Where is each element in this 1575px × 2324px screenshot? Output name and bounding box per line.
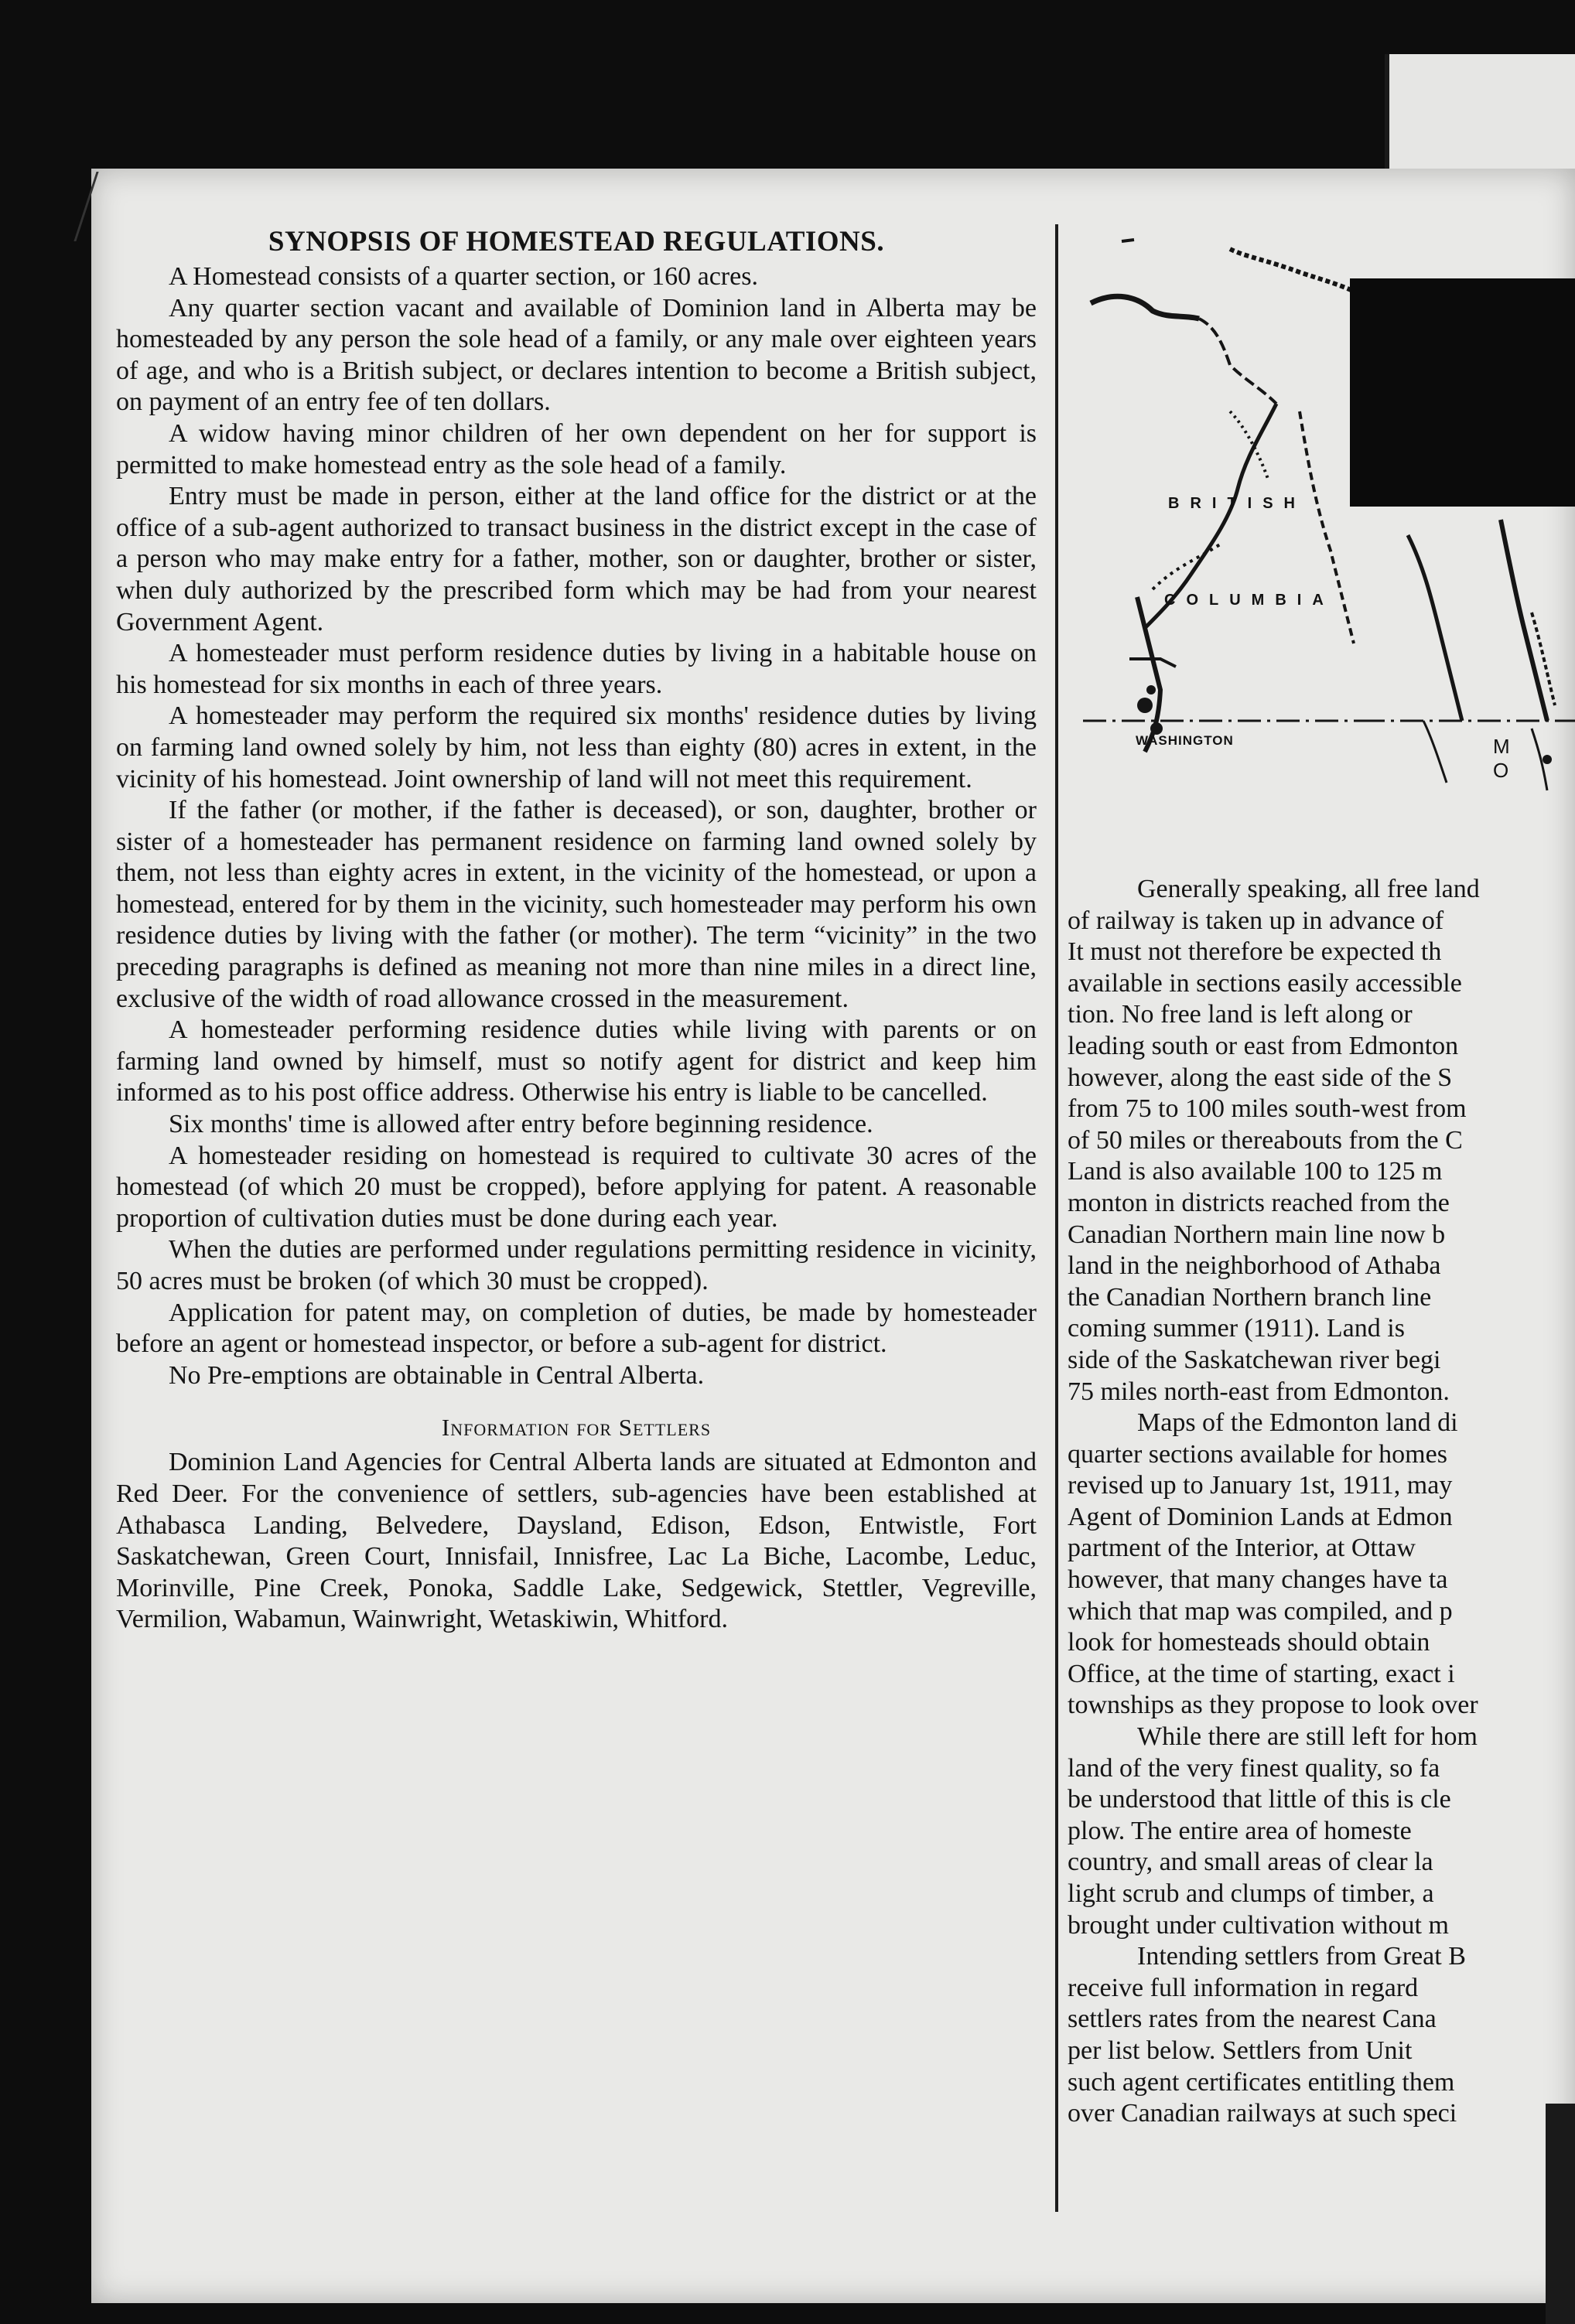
text-line: Canadian Northern main line now b [1068,1220,1446,1249]
regulations-column [116,226,1037,1636]
text-line: 75 miles north-east from Edmonton. [1068,1377,1450,1406]
right-text-lines [1068,874,1575,2130]
section-heading: Information for Settlers [441,1414,712,1442]
text-line: revised up to January 1st, 1911, may [1068,1471,1453,1500]
text-line: Generally speaking, all free land [1137,875,1480,903]
text-line: which that map was compiled, and p [1068,1596,1453,1626]
paragraph: A homesteader must perform residence duties by living in a habitable house on his homestead for six months in each of three years. [116,639,1037,699]
text-line: land of the very finest quality, so fa [1068,1753,1440,1783]
paragraph: Entry must be made in person, either at the land office for the district or at the office of a sub-agent authorized to transact business in the district except in the case of a person who may make entry for a father, mother, son or daughter, brother or sister, when duly authorized by the prescribed form which may be had from your nearest Government Agent. [116,482,1037,636]
text-line: of 50 miles or thereabouts from the C [1068,1125,1463,1155]
paragraph: A homesteader may perform the required six months' residence duties by living on farming land owned solely by him, not less than eighty (80) acres in extent, in the vicinity of his homestead. Joint ownership of land will not meet this requirement. [116,701,1037,793]
text-line: It must not therefore be expected th [1068,937,1442,967]
text-line: Agent of Dominion Lands at Edmon [1068,1502,1453,1531]
text-line: however, along the east side of the S [1068,1063,1453,1092]
paragraph: A homesteader performing residence duties while living with parents or on farming land owned by himself, must so notify agent for district and keep him informed as to his post office address. Otherwise his entry is liable to be cancelled. [116,1015,1037,1107]
text-line: such agent certificates entitling them [1068,2067,1455,2097]
map-label-washington: WASHINGTON [1136,733,1234,748]
paragraph: No Pre-emptions are obtainable in Central Alberta. [169,1360,705,1390]
text-line: the Canadian Northern branch line [1068,1282,1432,1312]
column-divider [1055,224,1058,2212]
text-line: townships as they propose to look over [1068,1691,1478,1720]
text-line: side of the Saskatchewan river begi [1068,1345,1441,1374]
text-line: light scrub and clumps of timber, a [1068,1879,1434,1908]
text-line: tion. No free land is left along or [1068,1000,1413,1029]
text-line: coming summer (1911). Land is [1068,1314,1405,1343]
adjacent-page-edge [1385,54,1575,170]
text-line: quarter sections available for homes [1068,1439,1447,1469]
text-line: Maps of the Edmonton land di [1137,1408,1458,1438]
paragraph: When the duties are performed under regulations permitting residence in vicinity, 50 acres must be broken (of which 30 must be cropped). [116,1235,1037,1295]
text-line: leading south or east from Edmonton [1068,1031,1459,1060]
redaction-block [1350,278,1575,507]
text-line: receive full information in regard [1068,1973,1419,2002]
settlement-column [1068,874,1575,2220]
map-label-columbia: COLUMBIA [1164,592,1334,609]
paragraph: Six months' time is allowed after entry before beginning residence. [169,1110,873,1139]
text-line: country, and small areas of clear la [1068,1848,1433,1877]
text-line: however, that many changes have ta [1068,1565,1448,1595]
text-line: available in sections easily accessible [1068,968,1462,998]
text-line: land in the neighborhood of Athaba [1068,1251,1441,1281]
map-label-british: BRITISH [1168,495,1306,512]
page-edge-shadow [1546,2104,1575,2324]
text-line: monton in districts reached from the [1068,1188,1450,1217]
page-title: SYNOPSIS OF HOMESTEAD REGULATIONS. [268,226,885,258]
text-line: be understood that little of this is cle [1068,1785,1451,1814]
text-line: from 75 to 100 miles south-west from [1068,1094,1467,1124]
text-line: partment of the Interior, at Ottaw [1068,1534,1416,1563]
text-line: plow. The entire area of homeste [1068,1816,1412,1845]
paragraph: A Homestead consists of a quarter section, or 160 acres. [169,262,758,291]
paragraph: Any quarter section vacant and available of Dominion land in Alberta may be homesteaded by any person the sole head of a family, or any male over eighteen years of age, and who is a British subject, or declares intention to become a British subject, on payment of an entry fee of ten dollars. [116,293,1037,417]
paragraph: A homesteader residing on homestead is required to cultivate 30 acres of the homestead (of which 20 must be cropped), before applying for patent. A reasonable proportion of cultivation duties must be done during each year. [116,1141,1037,1233]
text-line: of railway is taken up in advance of [1068,906,1444,935]
text-line: Land is also available 100 to 125 m [1068,1157,1443,1186]
text-line: Office, at the time of starting, exact i [1068,1659,1455,1688]
paragraph: Dominion Land Agencies for Central Alberta lands are situated at Edmonton and Red Deer. For the convenience of settlers, sub-agencies have been established at Athabasca Landing, Belvedere, Daysland, Edison, Edson, Entwistle, Fort Saskatchewan, Green Court, Innisfail, Innisfree, Lac La Biche, Lacombe, Leduc, Morinville, Pine Creek, Ponoka, Saddle Lake, Sedgewick, Stettler, Vegreville, Vermilion, Wabamun, Wainwright, Wetaskiwin, Whitford. [116,1448,1037,1634]
text-line: over Canadian railways at such speci [1068,2099,1457,2128]
map-label-mo: M O [1493,735,1532,782]
paragraph: A widow having minor children of her own dependent on her for support is permitted to make homestead entry as the sole head of a family. [116,418,1037,479]
paragraph: If the father (or mother, if the father is deceased), or son, daughter, brother or sister of a homesteader has permanent residence on farming land owned solely by them, not less than eighty acres in extent, in the vicinity of the homestead, or upon a homestead, entered for by them in the vicinity, such homesteader may perform his own residence duties by living with the father (or mother). The term “vicinity” in the two preceding paragraphs is defined as meaning not more than nine miles in a direct line, exclusive of the width of road allowance crossed in the measurement. [116,796,1037,1013]
text-line: settlers rates from the nearest Cana [1068,2005,1437,2034]
paragraph: Application for patent may, on completion of duties, be made by homesteader before an agent or homestead inspector, or before a sub-agent for district. [116,1298,1037,1359]
text-line: Intending settlers from Great B [1137,1942,1466,1971]
text-line: While there are still left for hom [1137,1722,1478,1752]
text-line: brought under cultivation without m [1068,1910,1449,1940]
text-line: look for homesteads should obtain [1068,1628,1430,1657]
text-line: per list below. Settlers from Unit [1068,2036,1413,2065]
